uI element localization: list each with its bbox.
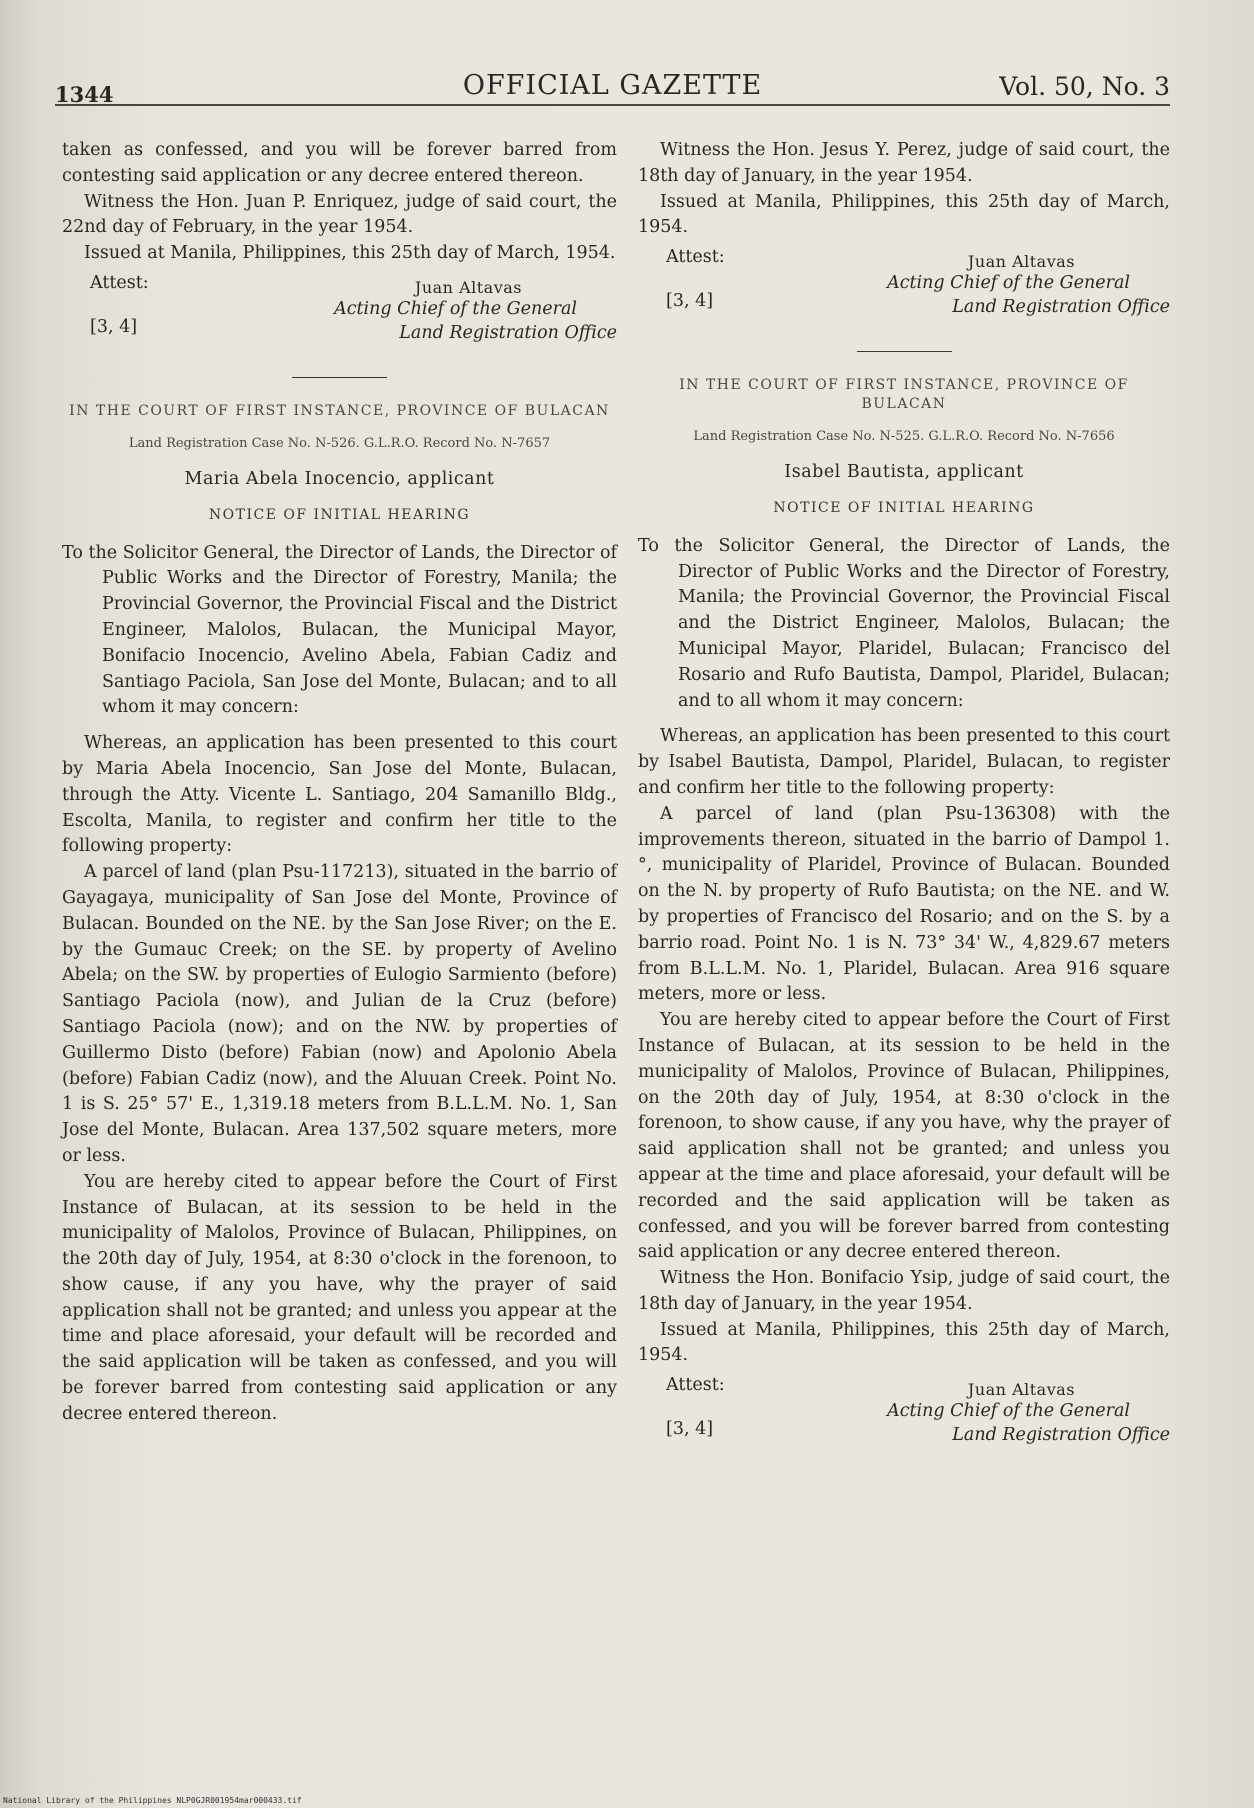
court-heading: IN THE COURT OF FIRST INSTANCE, PROVINCE OF BULACAN	[679, 377, 1129, 413]
page-number: 1344	[55, 82, 114, 107]
signature-block	[638, 245, 1170, 325]
witness-paragraph: Witness the Hon. Jesus Y. Perez, judge of said court, the 18th day of January, in the year 1954.	[638, 140, 1170, 186]
attest-label: Attest:	[90, 272, 149, 293]
witness-paragraph: Witness the Hon. Juan P. Enriquez, judge of said court, the 22nd day of February, in the year 1954.	[62, 191, 617, 238]
signature-block	[638, 1373, 1170, 1453]
issued-paragraph: Issued at Manila, Philippines, this 25th day of March, 1954.	[84, 243, 616, 264]
witness-paragraph: Witness the Hon. Bonifacio Ysip, judge of said court, the 18th day of January, in the year 1954.	[638, 1268, 1170, 1314]
section-divider	[292, 377, 387, 378]
case-number: Land Registration Case No. N-525. G.L.R.O. Record No. N-7656	[693, 429, 1115, 445]
right-column	[638, 138, 1170, 1453]
signatory-title-line-2: Land Registration Office	[399, 322, 617, 343]
notice-heading: NOTICE OF INITIAL HEARING	[773, 499, 1035, 516]
attest-label: Attest:	[666, 1375, 725, 1396]
signatory-name: Juan Altavas	[967, 1380, 1075, 1400]
notice-heading: NOTICE OF INITIAL HEARING	[208, 506, 471, 523]
volume-number: Vol. 50, No. 3	[999, 72, 1170, 101]
signatory-title-line-2: Land Registration Office	[952, 1425, 1170, 1446]
section-divider	[857, 351, 952, 352]
issue-reference: [3, 4]	[90, 316, 138, 337]
parcel-description: A parcel of land (plan Psu-136308) with the improvements thereon, situated in the barrio of Dampol 1.°, municipality of Plaridel, Province of Bulacan. Bounded on the N. by property of Rufo Bautista; on the NE. and W. by properties of Francisco del Rosario; and on the S. by a barrio road. Point No. 1 is N. 73° 34' W., 4,829.67 meters from B.L.L.M. No. 1, Plaridel, Bulacan. Area 916 square meters, more or less.	[638, 803, 1170, 1005]
signatory-title-line-1: Acting Chief of the General	[334, 298, 577, 319]
citation-paragraph: You are hereby cited to appear before the Court of First Instance of Bulacan, at its session to be held in the municipality of Malolos, Province of Bulacan, Philippines, on the 20th day of July, 1954, at 8:30 o'clock in the forenoon, to show cause, if any you have, why the prayer of said application shall not be granted; and unless you appear at the time and place aforesaid, your default will be recorded and the said application will be taken as confessed, and you will be forever barred from contesting said application or any decree entered thereon.	[638, 1010, 1170, 1263]
court-heading: IN THE COURT OF FIRST INSTANCE, PROVINCE OF BULACAN	[69, 402, 610, 419]
case-number: Land Registration Case No. N-526. G.L.R.O. Record No. N-7657	[128, 435, 551, 451]
signatory-title-line-2: Land Registration Office	[952, 297, 1170, 318]
parcel-description: A parcel of land (plan Psu-117213), situated in the barrio of Gayagaya, municipality of San Jose del Monte, Province of Bulacan. Bounded on the NE. by the San Jose River; on the E. by the Gumauc Creek; on the SE. by property of Avelino Abela; on the SW. by properties of Eulogio Sarmiento (before) Santiago Paciola (now), and Julian de la Cruz (before) Santiago Paciola (now); and on the NW. by properties of Guillermo Disto (before) Fabian (now) and Apolonio Abela (before) Fabian Cadiz (now), and the Aluuan Creek. Point No. 1 is S. 25° 57' E., 1,319.18 meters from B.L.L.M. No. 1, San Jose del Monte, Bulacan. Area 137,502 square meters, more or less.	[62, 862, 617, 1166]
continued-text: taken as confessed, and you will be forever barred from contesting said application or any decree entered thereon.	[62, 140, 617, 186]
signatory-name: Juan Altavas	[414, 277, 522, 297]
applicant-heading: Maria Abela Inocencio, applicant	[184, 468, 495, 489]
signatory-name: Juan Altavas	[967, 252, 1075, 272]
issue-reference: [3, 4]	[666, 1419, 714, 1440]
whereas-paragraph: Whereas, an application has been presented to this court by Maria Abela Inocencio, San Jose del Monte, Bulacan, through the Atty. Vicente L. Santiago, 204 Samanillo Bldg., Escolta, Manila, to register and confirm her title to the following property:	[62, 733, 617, 857]
addressee-paragraph: To the Solicitor General, the Director of Lands, the Director of Public Works and the Director of Forestry, Manila; the Provincial Governor, the Provincial Fiscal and the District Engineer, Malolos, Bulacan; the Municipal Mayor, Plaridel, Bulacan; Francisco del Rosario and Rufo Bautista, Dampol, Plaridel, Bulacan; and to all whom it may concern:	[638, 535, 1170, 711]
signatory-title-line-1: Acting Chief of the General	[887, 273, 1130, 294]
issue-reference: [3, 4]	[666, 291, 714, 312]
addressee-paragraph: To the Solicitor General, the Director of Lands, the Director of Public Works and the Director of Forestry, Manila; the Provincial Governor, the Provincial Fiscal and the District Engineer, Malolos, Bulacan, the Municipal Mayor, Bonifacio Inocencio, Avelino Abela, Fabian Cadiz and Santiago Paciola, San Jose del Monte, Bulacan; and to all whom it may concern:	[62, 542, 617, 718]
signature-block	[62, 271, 617, 351]
whereas-paragraph: Whereas, an application has been presented to this court by Isabel Bautista, Dampol, Plaridel, Bulacan, to register and confirm her title to the following property:	[638, 726, 1170, 798]
left-column	[62, 138, 617, 1428]
signatory-title-line-1: Acting Chief of the General	[887, 1401, 1130, 1422]
scan-footer: National Library of the Philippines NLP0GJR001954mar000433.tif	[3, 1796, 302, 1805]
issued-paragraph: Issued at Manila, Philippines, this 25th day of March, 1954.	[638, 191, 1170, 238]
issued-paragraph: Issued at Manila, Philippines, this 25th day of March, 1954.	[638, 1319, 1170, 1366]
page-header	[55, 64, 1170, 106]
attest-label: Attest:	[666, 247, 725, 268]
applicant-heading: Isabel Bautista, applicant	[784, 462, 1024, 483]
publication-title: OFFICIAL GAZETTE	[462, 70, 763, 101]
citation-paragraph: You are hereby cited to appear before the Court of First Instance of Bulacan, at its session to be held in the municipality of Malolos, Province of Bulacan, Philippines, on the 20th day of July, 1954, at 8:30 o'clock in the forenoon, to show cause, if any you have, why the prayer of said application shall not be granted; and unless you appear at the time and place aforesaid, your default will be recorded and the said application will be taken as confessed, and you will be forever barred from contesting said application or any decree entered thereon.	[62, 1171, 617, 1424]
